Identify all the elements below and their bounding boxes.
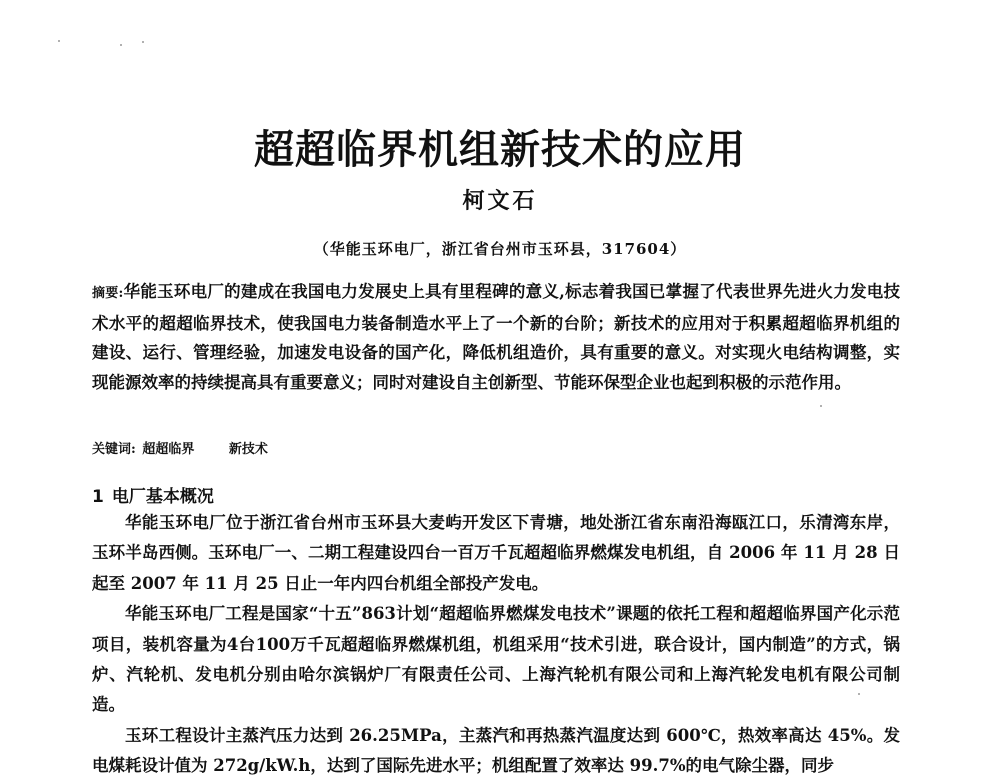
abstract-text: 华能玉环电厂的建成在我国电力发展史上具有里程碑的意义,标志着我国已掌握了代表世界先进火力发电技术水平的超超临界技术，使我国电力装备制造水平上了一个新的台阶；新技术的应用对于积累超超临界机组的建设、运行、管理经验，加速发电设备的国产化，降低机组造价，具有重要的意义。对实现火电结构调整，实现能源效率的持续提高具有重要意义；同时对建设自主创新型、节能环保型企业也起到积极的示范作用。	[92, 282, 900, 392]
abstract	[92, 277, 900, 397]
author-name: 柯文石	[462, 188, 538, 214]
body-paragraph: 华能玉环电厂位于浙江省台州市玉环县大麦屿开发区下青塘，地处浙江省东南沿海瓯江口，乐清湾东岸，玉环半岛西侧。玉环电厂一、二期工程建设四台一百万千瓦超超临界燃煤发电机组，自 2006 年 11 月 28 日起至 2007 年 11 月 25 日止一年内四台机组全部投产发电。	[92, 513, 900, 593]
keyword-item: 新技术	[228, 442, 268, 457]
section-body	[92, 508, 900, 782]
keywords-label: 关键词:	[92, 442, 136, 457]
section-heading	[92, 482, 900, 507]
body-paragraph: 玉环工程设计主蒸汽压力达到 26.25MPa，主蒸汽和再热蒸汽温度达到 600℃，热效率高达 45%。发电煤耗设计值为 272g/kW.h，达到了国际先进水平；机组配置了效率达 99.7%的电气除尘器，同步	[92, 725, 900, 776]
section-number: 1	[92, 487, 104, 507]
body-paragraph: 华能玉环电厂工程是国家“十五”863计划“超超临界燃煤发电技术”课题的依托工程和超超临界国产化示范项目，装机容量为4台100万千瓦超超临界燃煤机组，机组采用“技术引进，联合设计，国内制造”的方式，锅炉、汽轮机、发电机分别由哈尔滨锅炉厂有限责任公司、上海汽轮机有限公司和上海汽轮发电机有限公司制造。	[92, 604, 900, 715]
scan-speck	[58, 40, 60, 42]
abstract-label: 摘要:	[92, 286, 124, 301]
keyword-item: 超超临界	[142, 442, 195, 457]
scan-speck	[820, 405, 822, 407]
scan-speck	[120, 44, 122, 46]
section-title: 电厂基本概况	[111, 487, 214, 507]
scan-speck	[142, 41, 144, 43]
author-affiliation: （华能玉环电厂，浙江省台州市玉环县，317604）	[313, 240, 687, 258]
paper-title: 超超临界机组新技术的应用	[254, 127, 746, 173]
keywords	[92, 438, 900, 457]
